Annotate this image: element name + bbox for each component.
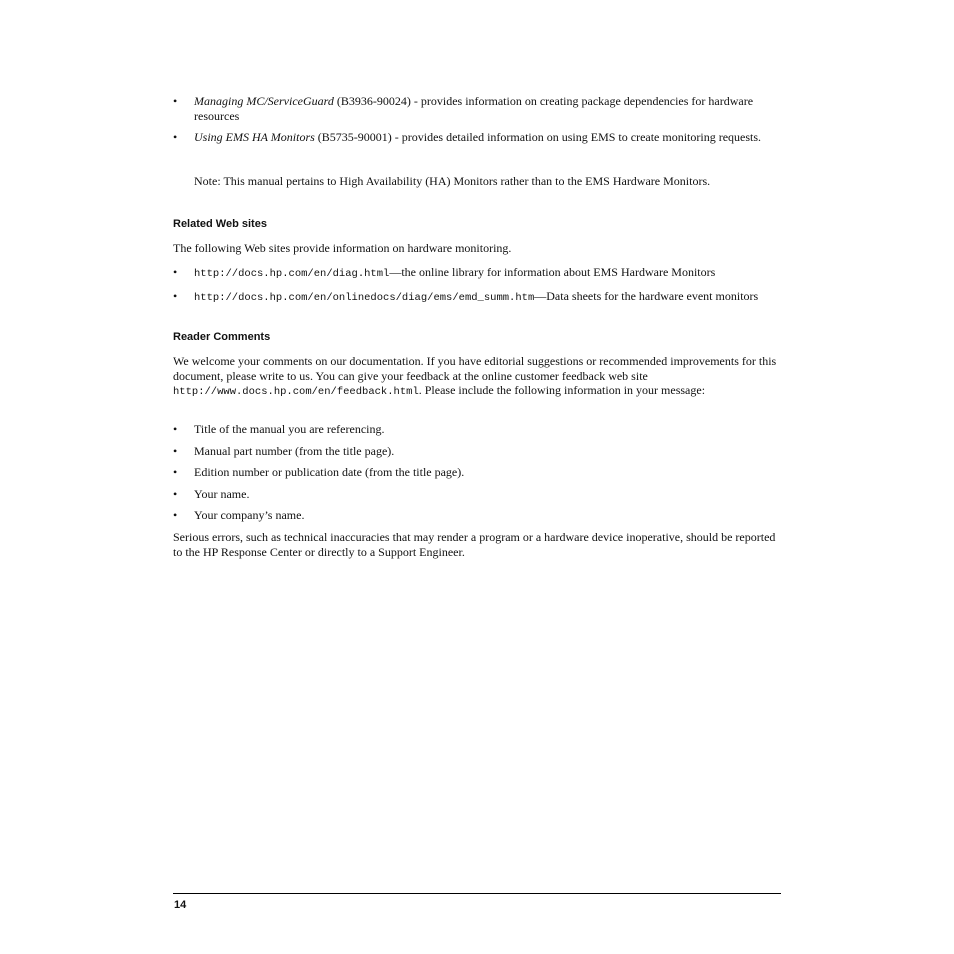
bullet-icon: •: [173, 288, 178, 303]
list-item: [173, 130, 785, 145]
page-number: 14: [174, 899, 187, 911]
note-text: Note: This manual pertains to High Availability (HA) Monitors rather than to the EMS Hardware Monitors.: [194, 174, 711, 188]
list-item-text: Your name.: [194, 486, 250, 501]
document-page: [173, 0, 785, 954]
list-item: [173, 444, 785, 459]
related-intro-text: The following Web sites provide information on hardware monitoring.: [173, 241, 512, 255]
manual-title: Using EMS HA Monitors: [194, 130, 315, 144]
list-item: [173, 422, 785, 437]
list-item: [173, 465, 785, 480]
list-item-text: Title of the manual you are referencing.: [194, 422, 385, 436]
bullet-icon: •: [173, 443, 178, 458]
list-item: [173, 94, 785, 123]
manual-description: (B3936-90024) - provides information on creating package dependencies for hardware resources: [194, 94, 754, 123]
paragraph-text: We welcome your comments on our documentation. If you have editorial suggestions or recommended improvements for this document, please write to us. You can give your feedback at the online customer feedback web site: [173, 354, 777, 383]
reader-comments-heading: Reader Comments: [173, 331, 271, 343]
list-item: [173, 265, 785, 282]
related-links-list: [173, 265, 785, 305]
bullet-icon: •: [173, 465, 178, 479]
link-url[interactable]: http://docs.hp.com/en/onlinedocs/diag/ems/emd_summ.htm: [194, 291, 535, 304]
link-url[interactable]: http://docs.hp.com/en/diag.html: [194, 268, 390, 280]
bullet-icon: •: [173, 486, 178, 501]
list-item: [173, 487, 785, 502]
list-item: [173, 289, 785, 306]
link-description: —Data sheets for the hardware event monitors: [534, 288, 759, 303]
bullet-icon: •: [173, 422, 178, 436]
list-item-text: Manual part number (from the title page).: [194, 443, 395, 458]
manual-description: (B5735-90001) - provides detailed information on using EMS to create monitoring requests.: [314, 130, 762, 144]
related-web-sites-heading: Related Web sites: [173, 218, 267, 230]
feedback-url[interactable]: http://www.docs.hp.com/en/feedback.html: [173, 386, 419, 398]
list-item-text: Edition number or publication date (from the title page).: [194, 465, 465, 479]
reader-comments-paragraph: [173, 354, 785, 400]
manual-title: Managing MC/ServiceGuard: [194, 94, 334, 108]
footer-divider: [173, 893, 781, 894]
bullet-icon: •: [173, 265, 178, 279]
bullet-icon: •: [173, 508, 178, 522]
bullet-icon: •: [173, 94, 178, 108]
closing-paragraph: Serious errors, such as technical inaccuracies that may render a program or a hardware device inoperative, should be reported to the HP Response Center or directly to a Support Engineer.: [173, 530, 776, 559]
paragraph-text: . Please include the following information in your message:: [418, 383, 706, 397]
list-item: [173, 508, 785, 523]
bullet-icon: •: [173, 130, 178, 144]
manual-reference-list: [173, 94, 785, 145]
link-description: —the online library for information about EMS Hardware Monitors: [389, 265, 716, 279]
list-item-text: Your company’s name.: [194, 508, 305, 522]
feedback-info-list: [173, 422, 785, 523]
